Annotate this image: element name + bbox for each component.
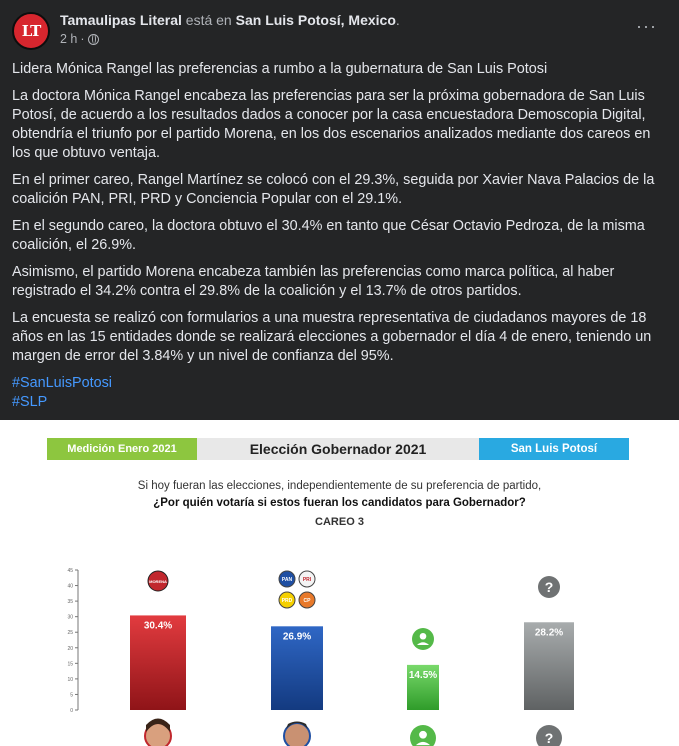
hashtag-link[interactable]: #SanLuisPotosi [12, 375, 113, 391]
party-icons [145, 571, 562, 746]
bar-value-label: 14.5% [408, 669, 438, 681]
user-icon-head [420, 633, 427, 640]
globe-icon [88, 34, 99, 45]
user-avatar-icon-head [419, 731, 427, 739]
author-name[interactable]: Tamaulipas Literal [60, 12, 182, 28]
cp-logo-text: CP [303, 598, 311, 604]
bar-value-label: 28.2% [534, 627, 564, 639]
careo-label: CAREO 3 [315, 516, 364, 528]
checkin-location[interactable]: San Luis Potosí, Mexico [235, 12, 396, 28]
page-avatar[interactable] [12, 12, 50, 50]
y-tick-label: 15 [67, 661, 73, 668]
bar-value-label: 30.4% [143, 620, 173, 632]
post-body [12, 60, 667, 412]
y-tick-label: 20 [67, 645, 73, 652]
post-paragraph: La doctora Mónica Rangel encabeza las preferencias para ser la próxima gobernadora de San Luis Potosí, de acuerdo a los resultados dados a conocer por la casa encuestadora Demoscopia Digital, obtendría el triunfo por el partido Morena, en los dos escenarios analizados mediante dos careos en los que obtuvo ventaja. [12, 88, 651, 161]
ribbon-date: Medición Enero 2021 [47, 438, 197, 460]
post-image[interactable] [0, 420, 679, 746]
ribbon-title: Elección Gobernador 2021 [197, 438, 479, 460]
bars [130, 615, 574, 710]
post-paragraph: Lidera Mónica Rangel las preferencias a rumbo a la gubernatura de San Luis Potosi [12, 61, 548, 77]
unknown-candidate-icon-glyph: ? [544, 730, 554, 746]
y-tick-label: 5 [70, 692, 73, 699]
post-paragraph: En el segundo careo, la doctora obtuvo el 30.4% en tanto que César Octavio Pedroza, de la misma coalición, el 26.9%. [12, 218, 645, 253]
survey-question: Si hoy fueran las elecciones, independientemente de su preferencia de partido, [137, 480, 542, 492]
survey-question-bold: ¿Por quién votaría si estos fueran los candidatos para Gobernador? [153, 497, 526, 509]
post-paragraph: En el primer careo, Rangel Martínez se colocó con el 29.3%, seguida por Xavier Nava Palacios de la coalición PAN, PRI, PRD y Conciencia Popular con el 29.1%. [12, 172, 655, 207]
y-tick-label: 25 [67, 630, 73, 637]
bar-chart [0, 420, 679, 746]
pri-logo-text: PRI [302, 577, 312, 583]
more-options-button[interactable]: ··· [636, 16, 657, 36]
morena-logo-text: MORENA [149, 579, 167, 584]
post-paragraph: La encuesta se realizó con formularios a una muestra representativa de ciudadanos mayores de 18 años en las 15 entidades donde se realizará elecciones a gobernador el día 4 de enero, teniendo un margen de error del 3.84% y un nivel de confianza del 95%. [12, 310, 652, 364]
avatar-logo-text: LT [21, 22, 41, 40]
post-header [12, 10, 667, 50]
prd-logo-text: PRD [281, 598, 293, 604]
author-line: Tamaulipas Literal está en San Luis Potosí, Mexico. [60, 12, 400, 28]
hashtag-link[interactable]: #SLP [12, 394, 48, 410]
y-tick-label: 10 [67, 676, 73, 683]
ribbon-state: San Luis Potosí [479, 438, 629, 460]
y-tick-label: 30 [67, 614, 73, 621]
y-axis [67, 568, 78, 714]
question-mark-icon-glyph: ? [544, 579, 554, 595]
post-paragraph: Asimismo, el partido Morena encabeza también las preferencias como marca política, al haber registrado el 34.2% contra el 29.8% de la coalición y el 13.7% de otros partidos. [12, 264, 615, 299]
checkin-verb: está en [185, 12, 232, 28]
pan-logo-text: PAN [281, 577, 293, 583]
post-meta: 2 h · [60, 32, 99, 46]
y-tick-label: 45 [67, 568, 73, 574]
y-tick-label: 40 [67, 583, 73, 590]
y-tick-label: 0 [70, 708, 73, 714]
y-tick-label: 35 [67, 599, 73, 606]
post-time[interactable]: 2 h [60, 32, 78, 46]
bar-value-label: 26.9% [282, 631, 312, 643]
